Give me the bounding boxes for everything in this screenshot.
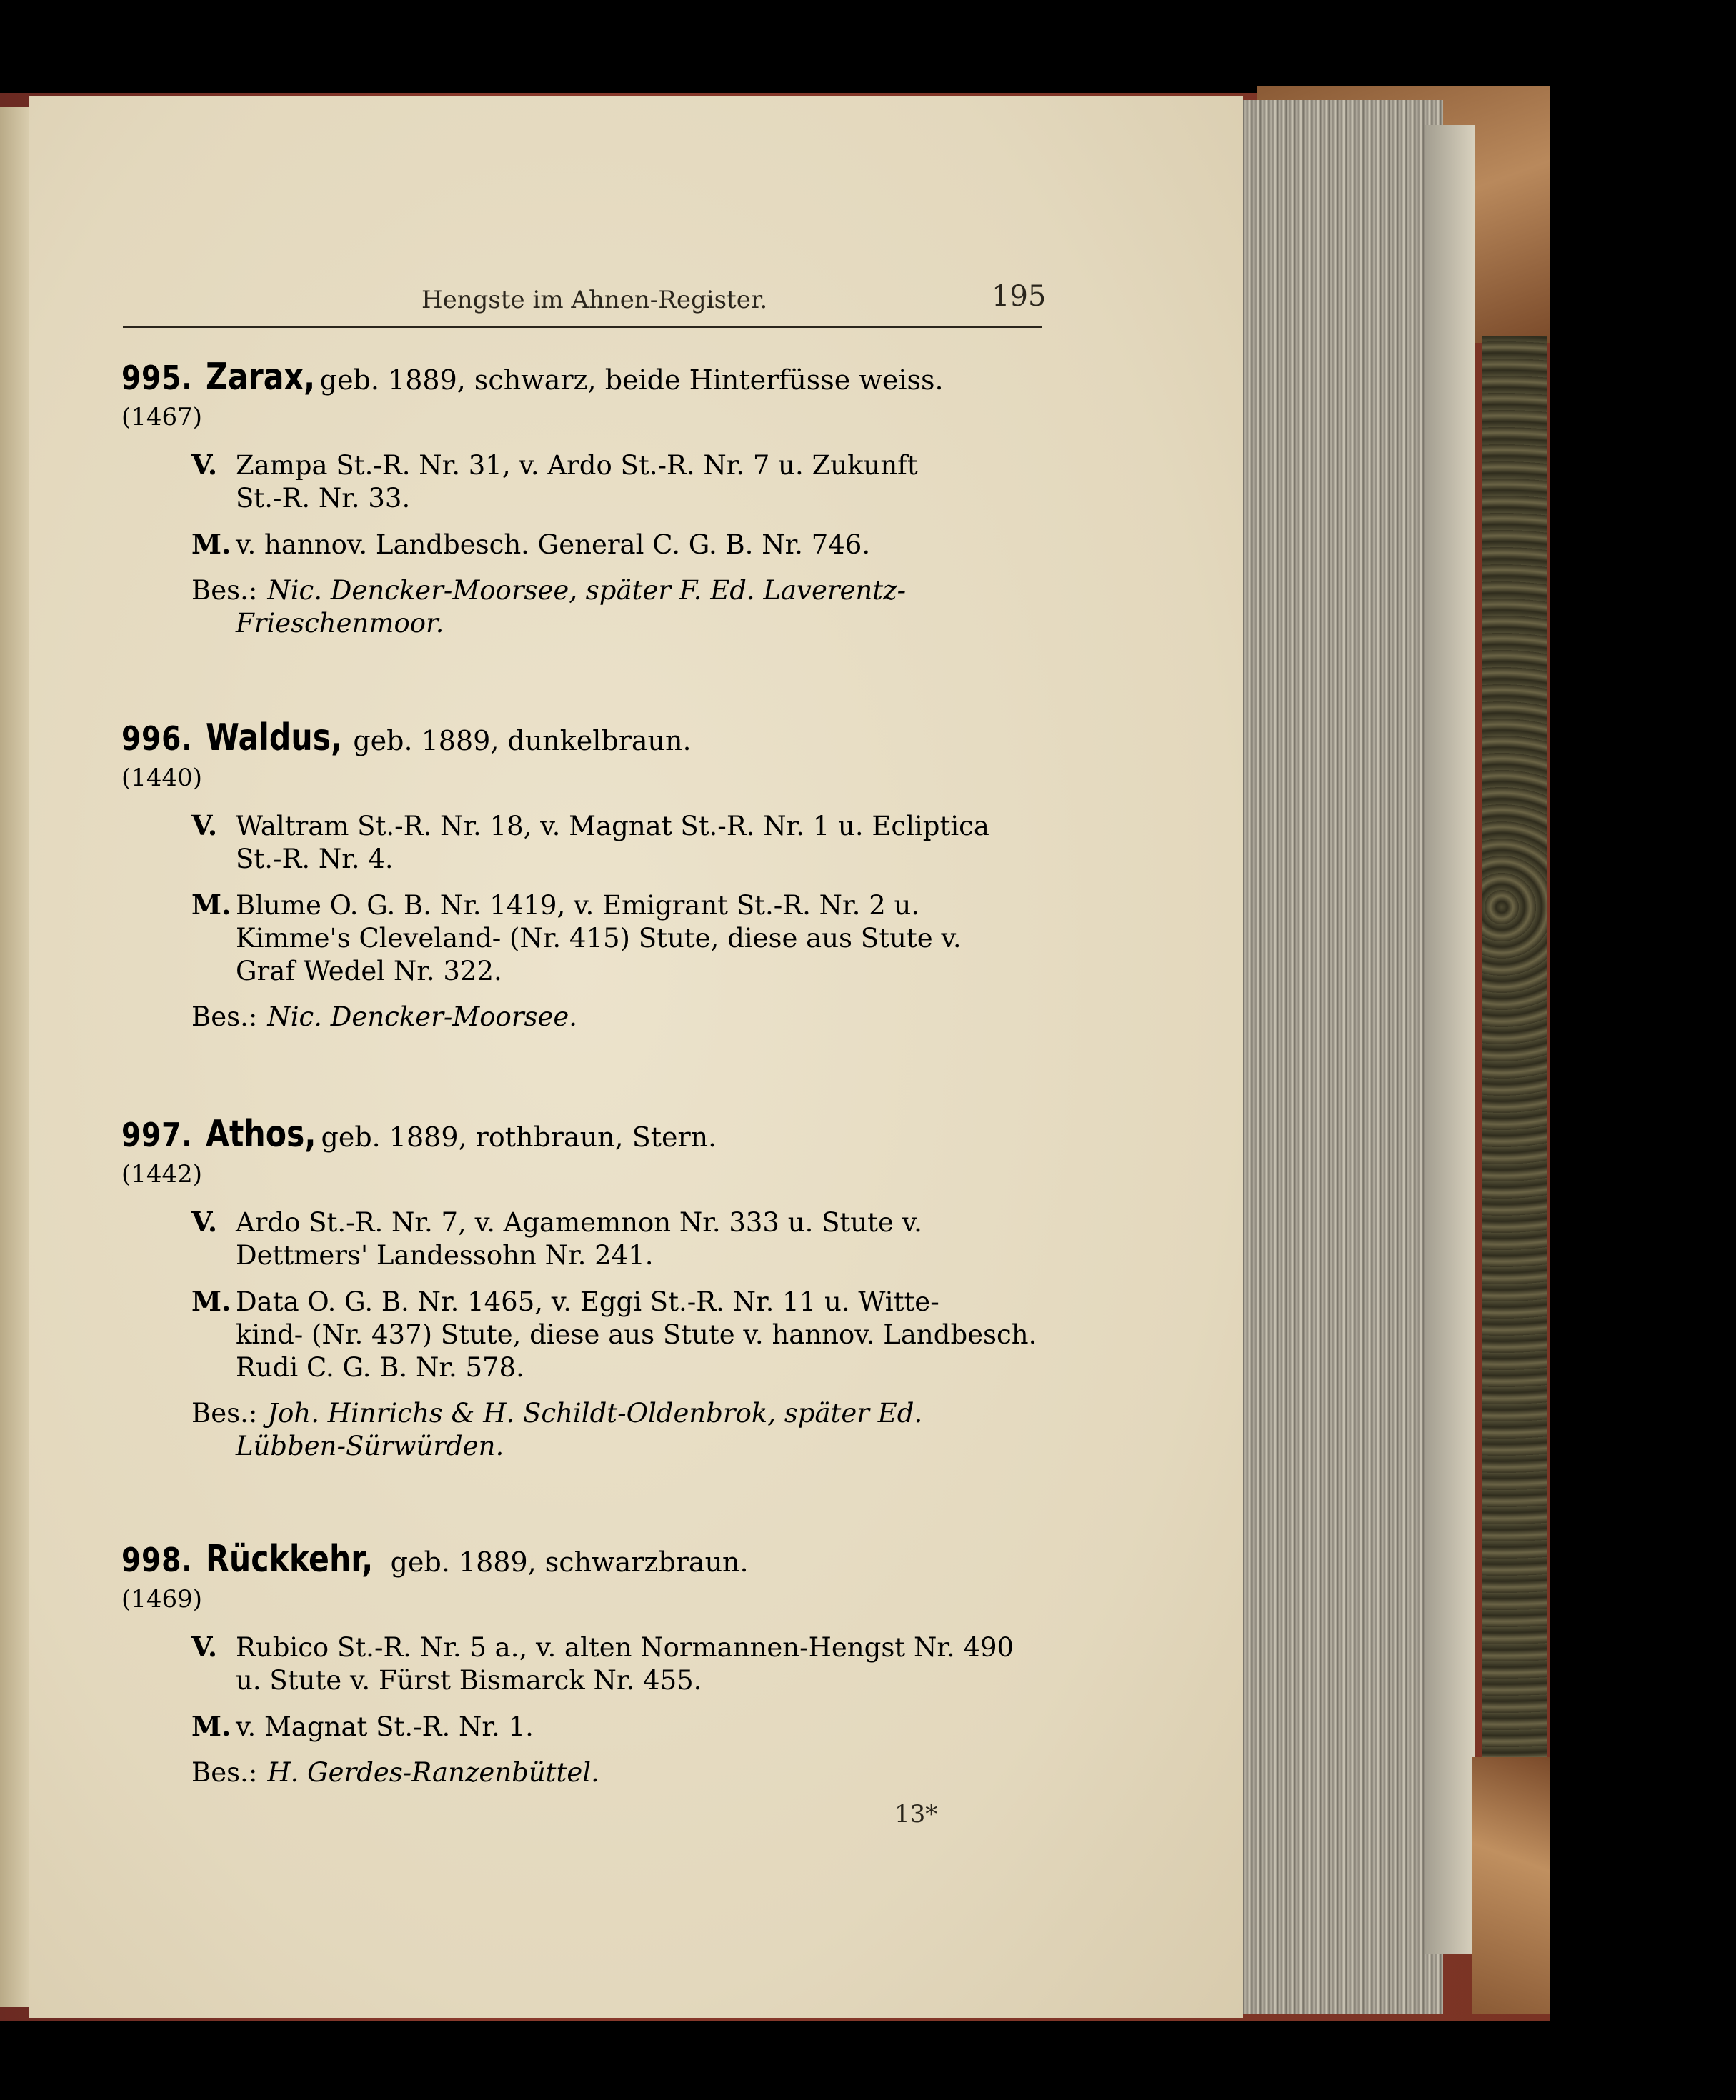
owner-label: Bes.: (191, 1757, 258, 1788)
sire-line (191, 1206, 1043, 1239)
horse-name: Waldus, (206, 716, 343, 759)
page-edges (1243, 100, 1443, 2014)
entry-number: 997. (121, 1116, 193, 1154)
entry-description: geb. 1889, schwarz, beide Hinterfüsse weiss. (319, 364, 944, 396)
sire-line: Dettmers' Landessohn Nr. 241. (236, 1240, 654, 1271)
owner-text: Nic. Dencker-Moorsee, später F. Ed. Laverentz- (267, 575, 907, 606)
dam-text: v. hannov. Landbesch. General C. G. B. Nr. 746. (236, 529, 871, 560)
entry-number: 996. (121, 719, 193, 758)
header-rule (123, 326, 1042, 328)
page-number: 195 (992, 280, 1047, 313)
owner-label: Bes.: (191, 1398, 258, 1429)
dam-marker: M. (191, 528, 231, 560)
register-number: (1442) (121, 1160, 203, 1189)
owner-text: Joh. Hinrichs & H. Schildt-Oldenbrok, später Ed. (267, 1398, 923, 1429)
register-entry (121, 1114, 1050, 1463)
horse-name: Zarax, (206, 356, 316, 399)
sire-line: St.-R. Nr. 33. (236, 483, 411, 514)
entry-number: 995. (121, 359, 193, 397)
register-number: (1469) (121, 1585, 203, 1614)
sire-line: u. Stute v. Fürst Bismarck Nr. 455. (236, 1665, 702, 1696)
dam-line: Kimme's Cleveland- (Nr. 415) Stute, diese aus Stute v. (236, 923, 962, 954)
dam-marker: M. (191, 1710, 231, 1742)
horse-name: Rückkehr, (206, 1538, 374, 1581)
dam-line (191, 1285, 1043, 1319)
sire-line (191, 449, 1043, 482)
entry-description: geb. 1889, schwarzbraun. (390, 1546, 749, 1578)
sire-text: Ardo St.-R. Nr. 7, v. Agamemnon Nr. 333 u. Stute v. (236, 1207, 922, 1238)
horse-name: Athos, (206, 1113, 316, 1156)
signature-mark: 13* (894, 1800, 938, 1829)
entry-description: geb. 1889, rothbraun, Stern. (321, 1121, 717, 1153)
marbled-cover (1482, 336, 1547, 1764)
dam-line: kind- (Nr. 437) Stute, diese aus Stute v. hannov. Landbesch. (236, 1319, 1037, 1350)
owner-text: H. Gerdes-Ranzenbüttel. (267, 1757, 599, 1788)
entry-number: 998. (121, 1541, 193, 1579)
owner-line: Frieschenmoor. (236, 608, 444, 639)
dam-line: Graf Wedel Nr. 322. (236, 956, 502, 986)
sire-marker: V. (191, 449, 218, 481)
register-entry (121, 357, 1050, 640)
sire-text: Rubico St.-R. Nr. 5 a., v. alten Normannen-Hengst Nr. 490 (236, 1632, 1014, 1663)
dam-text: Data O. G. B. Nr. 1465, v. Eggi St.-R. Nr. 11 u. Witte- (236, 1286, 939, 1317)
owner-line: Lübben-Sürwürden. (236, 1431, 504, 1461)
entry-heading (121, 1114, 1050, 1157)
owner-line (191, 1397, 1043, 1430)
owner-line (191, 574, 1043, 607)
sire-line (191, 809, 1043, 843)
register-number: (1440) (121, 764, 203, 792)
owner-label: Bes.: (191, 1001, 258, 1032)
register-entry (121, 1539, 1050, 1789)
sire-text: Waltram St.-R. Nr. 18, v. Magnat St.-R. Nr. 1 u. Ecliptica (236, 811, 989, 841)
page-edges-outer (1425, 125, 1475, 1954)
owner-label: Bes.: (191, 575, 258, 606)
sire-marker: V. (191, 1631, 218, 1663)
entry-heading (121, 1539, 1050, 1582)
dam-marker: M. (191, 889, 231, 921)
sire-line (191, 1631, 1043, 1664)
sire-marker: V. (191, 1206, 218, 1238)
register-entry (121, 718, 1050, 1034)
sire-text: Zampa St.-R. Nr. 31, v. Ardo St.-R. Nr. 7 u. Zukunft (236, 450, 918, 481)
owner-line (191, 1001, 1043, 1034)
entry-heading (121, 718, 1050, 761)
owner-text: Nic. Dencker-Moorsee. (267, 1001, 578, 1032)
leather-corner-bottom (1472, 1757, 1550, 2014)
entry-description: geb. 1889, dunkelbraun. (353, 725, 692, 756)
sire-line: St.-R. Nr. 4. (236, 844, 394, 874)
dam-line (191, 528, 1043, 561)
dam-marker: M. (191, 1285, 231, 1317)
owner-line (191, 1756, 1043, 1789)
left-page-edge (0, 107, 29, 2007)
sire-marker: V. (191, 809, 218, 841)
register-number: (1467) (121, 403, 203, 431)
entry-heading (121, 357, 1050, 400)
dam-line: Rudi C. G. B. Nr. 578. (236, 1352, 524, 1383)
dam-line (191, 1710, 1043, 1744)
dam-text: Blume O. G. B. Nr. 1419, v. Emigrant St.-R. Nr. 2 u. (236, 890, 920, 921)
running-title: Hengste im Ahnen-Register. (421, 286, 768, 314)
dam-line (191, 889, 1043, 922)
dam-text: v. Magnat St.-R. Nr. 1. (236, 1711, 534, 1742)
